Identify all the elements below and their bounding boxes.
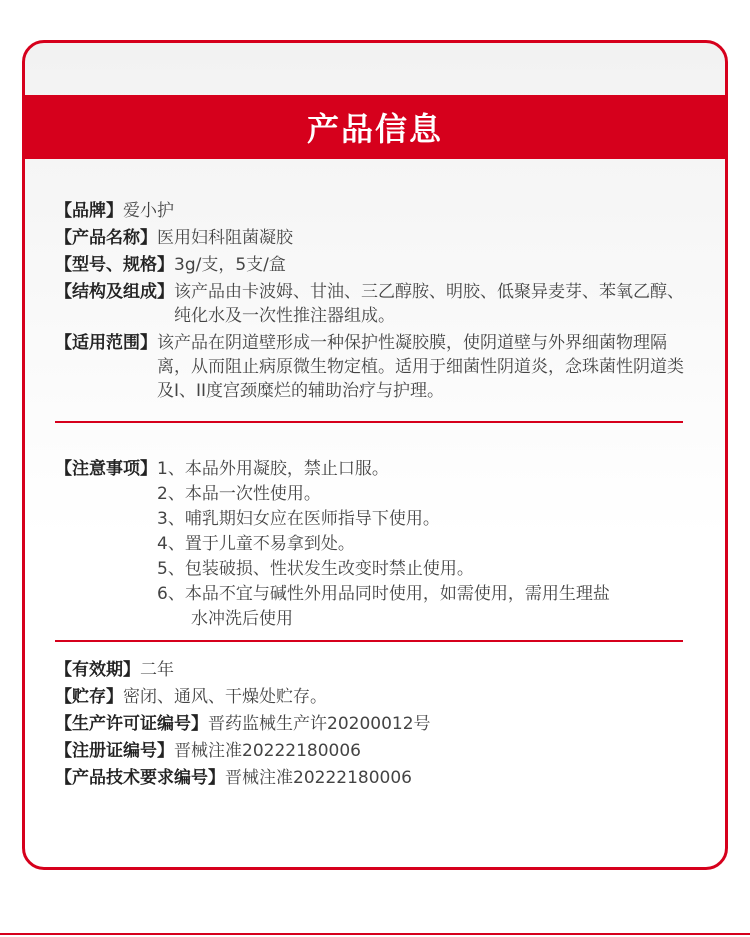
info-label: 【适用范围】: [55, 333, 157, 353]
precaution-item: 4、置于儿童不易拿到处。: [157, 534, 355, 554]
info-label: 【产品名称】: [55, 228, 157, 248]
section-divider: [55, 640, 683, 642]
precautions-list: [157, 457, 695, 632]
info-value: 医用妇科阻菌凝胶: [157, 228, 293, 248]
detail-row-validity: [55, 658, 695, 682]
precaution-item-continuation: 水冲洗后使用: [191, 609, 293, 629]
precaution-item: 3、哺乳期妇女应在医师指导下使用。: [157, 509, 440, 529]
info-label: 【品牌】: [55, 201, 123, 221]
details-section: [55, 658, 695, 793]
info-row-product-name: [55, 226, 695, 250]
precautions-section: [55, 457, 695, 635]
info-value: 该产品由卡波姆、甘油、三乙醇胺、明胶、低聚异麦芽、苯氧乙醇、纯化水及一次性推注器组成。: [174, 282, 684, 326]
detail-value: 二年: [140, 660, 174, 680]
detail-label: 【生产许可证编号】: [55, 714, 208, 734]
precaution-item: 6、本品不宜与碱性外用品同时使用，如需使用，需用生理盐: [157, 584, 610, 604]
detail-row-storage: [55, 685, 695, 709]
product-info-section: [55, 199, 695, 406]
detail-row-tech-requirement: [55, 766, 695, 790]
info-value: 3g/支，5支/盒: [174, 255, 286, 275]
title-band: [25, 95, 725, 159]
detail-row-registration: [55, 739, 695, 763]
info-row-brand: [55, 199, 695, 223]
info-value: 该产品在阴道壁形成一种保护性凝胶膜，使阴道壁与外界细菌物理隔离，从而阻止病原微生物定植。适用于细菌性阴道炎，念珠菌性阴道类及I、II度宫颈糜烂的辅助治疗与护理。: [157, 333, 684, 401]
info-row-model-spec: [55, 253, 695, 277]
detail-value: 晋械注准20222180006: [174, 741, 361, 761]
precaution-item: 2、本品一次性使用。: [157, 484, 321, 504]
precautions-row: [55, 457, 695, 632]
detail-value: 密闭、通风、干燥处贮存。: [123, 687, 327, 707]
detail-label: 【产品技术要求编号】: [55, 768, 225, 788]
page-title: 产品信息: [306, 110, 443, 148]
detail-value: 晋药监械生产许20200012号: [208, 714, 431, 734]
info-value: 爱小护: [123, 201, 174, 221]
precaution-item: 1、本品外用凝胶，禁止口服。: [157, 459, 389, 479]
detail-value: 晋械注准20222180006: [225, 768, 412, 788]
precaution-item: 5、包装破损、性状发生改变时禁止使用。: [157, 559, 474, 579]
precautions-label: 【注意事项】: [55, 459, 157, 479]
detail-label: 【贮存】: [55, 687, 123, 707]
info-row-composition: [55, 280, 695, 328]
detail-label: 【有效期】: [55, 660, 140, 680]
info-label: 【型号、规格】: [55, 255, 174, 275]
product-info-card: [22, 40, 728, 870]
info-label: 【结构及组成】: [55, 282, 174, 302]
info-row-scope: [55, 331, 695, 403]
detail-label: 【注册证编号】: [55, 741, 174, 761]
bottom-divider: [0, 933, 750, 935]
detail-row-production-license: [55, 712, 695, 736]
section-divider: [55, 421, 683, 423]
